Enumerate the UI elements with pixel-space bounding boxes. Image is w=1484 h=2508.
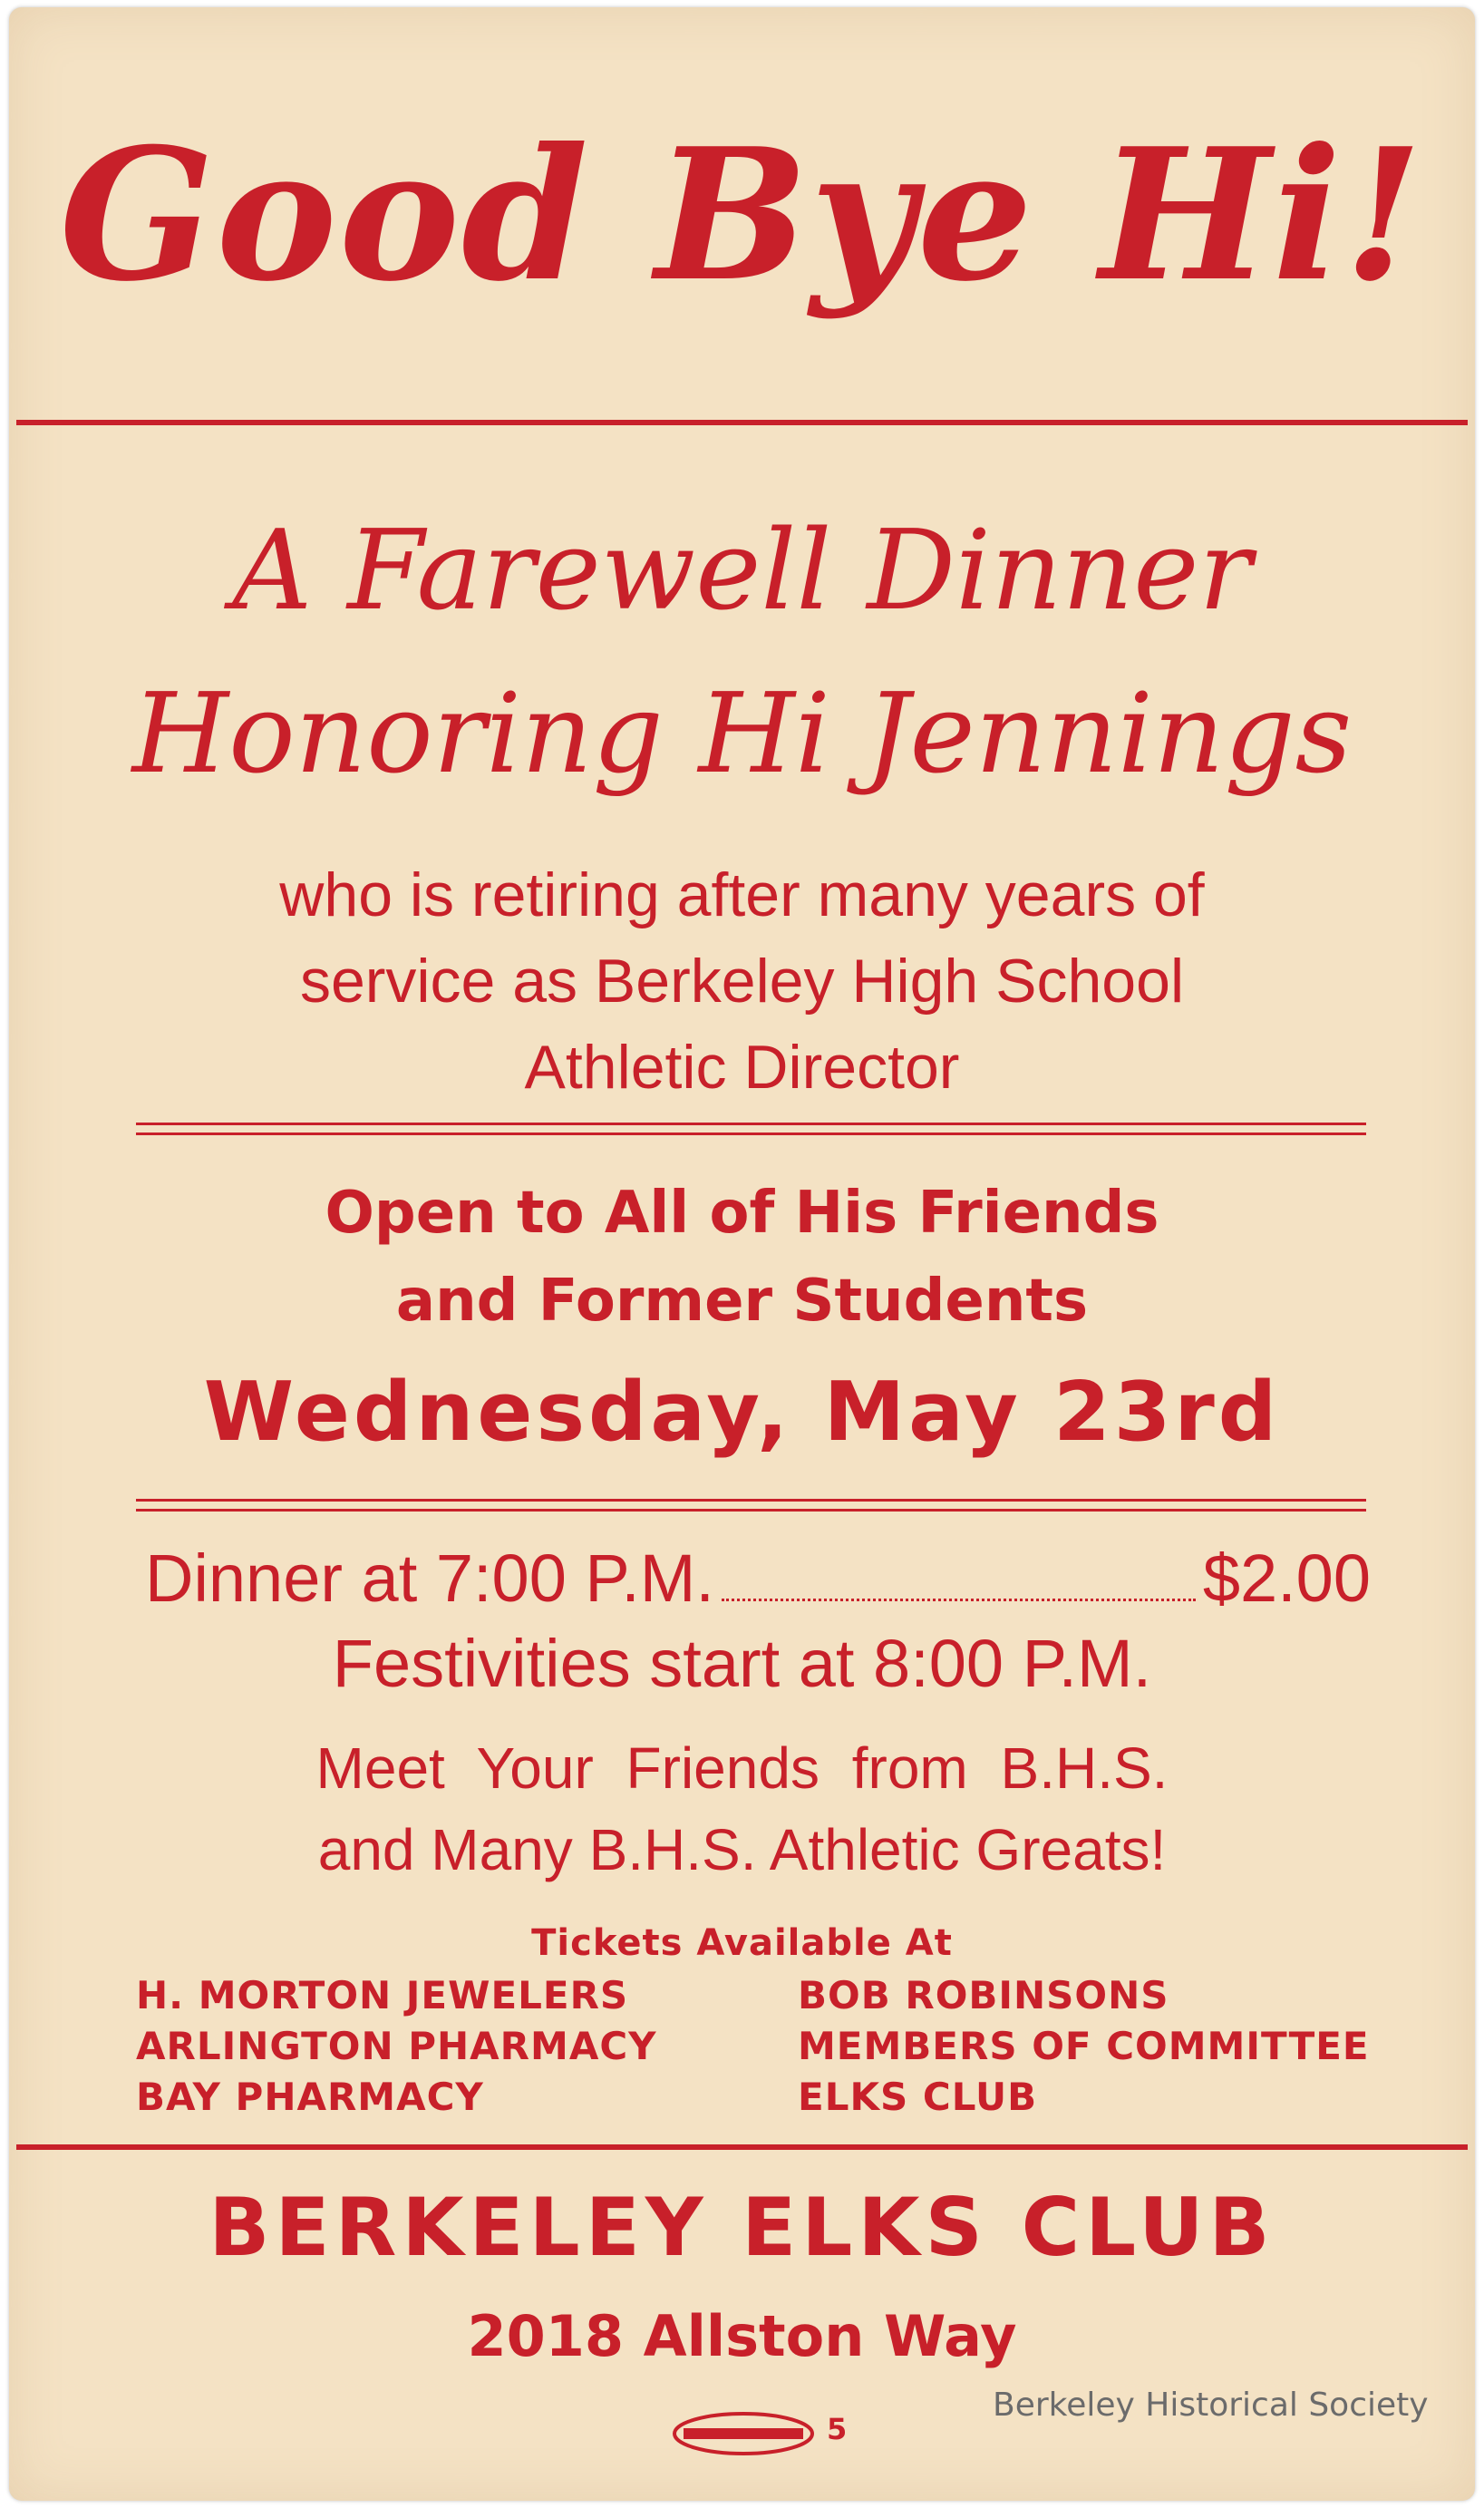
ticket-outlet: BOB ROBINSONS: [798, 1973, 1169, 2017]
union-label-icon: [671, 2410, 816, 2457]
dinner-price-row: [145, 1540, 1371, 1616]
meet-line-2: and Many B.H.S. Athletic Greats!: [317, 1817, 1167, 1882]
divider-double-2: [136, 1499, 1366, 1512]
divider-double-1: [136, 1123, 1366, 1135]
venue-name: BERKELEY ELKS CLUB: [209, 2181, 1275, 2274]
ticket-outlet: BAY PHARMACY: [136, 2075, 484, 2119]
watermark: Berkeley Historical Society: [993, 2386, 1429, 2424]
open-line-2: and Former Students: [395, 1268, 1089, 1335]
dotted-leader: [722, 1599, 1196, 1601]
card-title: Good Bye Hi!: [59, 109, 1425, 322]
heading-line-1: A Farewell Dinner: [232, 506, 1252, 635]
dinner-label: Dinner at 7:00 P.M.: [145, 1541, 714, 1616]
union-label-number: 5: [827, 2412, 848, 2446]
event-date: Wednesday, May 23rd: [203, 1365, 1281, 1460]
open-line-1: Open to All of His Friends: [325, 1180, 1159, 1247]
heading-line-2: Honoring Hi Jennings: [131, 669, 1353, 798]
venue-address: 2018 Allston Way: [467, 2303, 1017, 2369]
ticket-outlet: ELKS CLUB: [798, 2075, 1038, 2119]
bottom-rule: [16, 2144, 1468, 2150]
meet-line-1: Meet Your Friends from B.H.S.: [315, 1735, 1169, 1801]
retiring-line-3: Athletic Director: [524, 1033, 960, 1102]
ticket-outlet: ARLINGTON PHARMACY: [136, 2024, 657, 2068]
ticket-outlet: MEMBERS OF COMMITTEE: [798, 2024, 1370, 2068]
dinner-card: [9, 7, 1475, 2501]
retiring-line-1: who is retiring after many years of: [279, 860, 1205, 929]
tickets-heading: Tickets Available At: [531, 1922, 953, 1964]
festivities-text: Festivities start at 8:00 P.M.: [332, 1626, 1152, 1701]
retiring-line-2: service as Berkeley High School: [299, 947, 1185, 1016]
tickets-right-list: [798, 1970, 1370, 2123]
dinner-price: $2.00: [1202, 1541, 1371, 1616]
tickets-left-list: [136, 1970, 657, 2123]
top-rule: [16, 420, 1468, 425]
ticket-outlet: H. MORTON JEWELERS: [136, 1973, 629, 2017]
